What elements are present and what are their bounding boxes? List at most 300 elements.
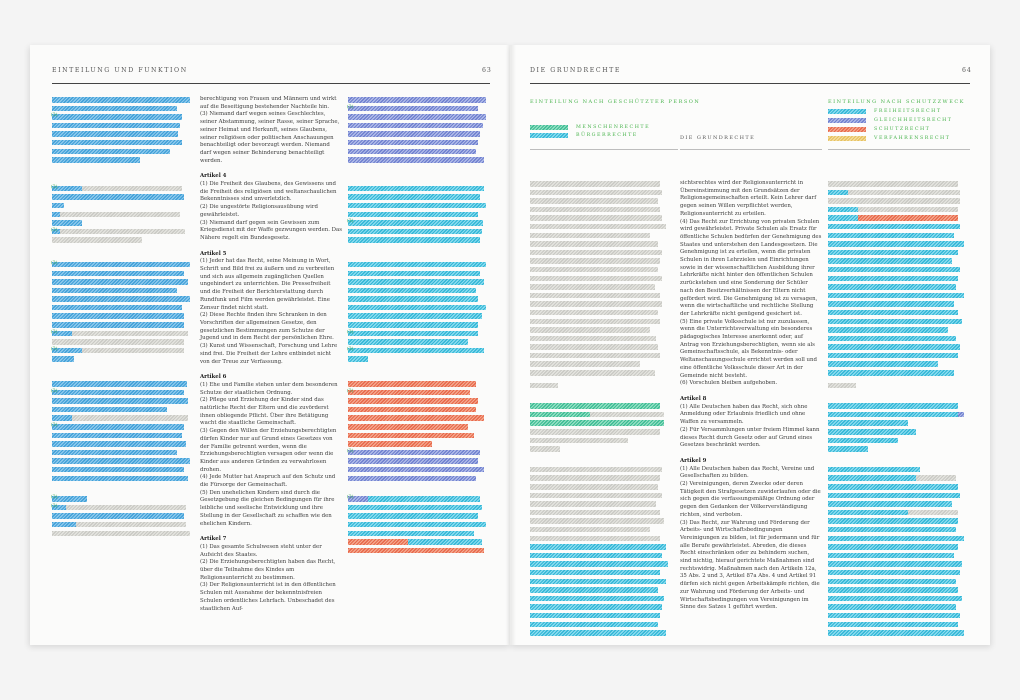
bar-segment xyxy=(348,390,470,396)
bar-row xyxy=(530,233,670,239)
bar-row xyxy=(52,356,192,362)
bar-segment xyxy=(828,579,956,585)
bar-row xyxy=(52,279,192,285)
legend-swatch-gleichheitsrecht xyxy=(828,118,866,123)
bar-row xyxy=(828,190,970,196)
bar-row xyxy=(828,570,970,576)
bar-row xyxy=(348,262,490,268)
bar-segment xyxy=(60,229,185,235)
bar-segment xyxy=(348,203,486,209)
bar-segment xyxy=(348,271,480,277)
bar-segment xyxy=(828,570,960,576)
bar-segment xyxy=(828,622,958,628)
bar-row xyxy=(530,596,670,602)
bar-segment xyxy=(530,475,660,481)
bar-row xyxy=(52,450,192,456)
paragraph-marker: (3) xyxy=(347,329,354,335)
bar-row xyxy=(348,157,490,163)
legend-swatch-schutzrecht xyxy=(828,127,866,132)
bar-segment xyxy=(52,131,178,137)
paragraph: (2) Die Erziehungsberechtigten haben das Recht, über die Teilnahme des Kindes am Religionsunterricht zu bestimmen. xyxy=(200,559,336,581)
bar-segment xyxy=(348,123,483,129)
bar-segment xyxy=(828,361,938,367)
bar-row xyxy=(52,212,192,218)
paragraph: (4) Das Recht zur Errichtung von privaten Schulen wird gewährleistet. Private Schulen als Ersatz für öffentliche Schulen bedürfen der Genehmigung des Staates und unterstehen den Landesgesetzen. Die Genehmigung ist zu erteilen, wenn die privaten Schulen in ihren Lehrzielen und Einrichtungen sowie in der wissenschaftlichen Ausbildung ihrer Lehrkräfte nicht hinter den öffentlichen Schulen zurückstehen und eine Sonderung der Schüler nach den Besitzverhältnissen der Eltern nicht gefördert wird. Die Genehmigung ist zu versagen, wenn die wirtschaftliche und rechtliche Stellung der Lehrkräfte nicht genügend gesichert ist. xyxy=(680,218,822,317)
bar-segment xyxy=(348,106,478,112)
paragraph-marker: (3) xyxy=(347,219,354,225)
bar-row xyxy=(52,390,192,396)
bar-segment xyxy=(530,207,660,213)
bar-segment xyxy=(348,131,480,137)
bar-segment xyxy=(590,412,664,418)
bar-row xyxy=(348,458,490,464)
legend-right-title: EINTEILUNG NACH SCHUTZZWECK xyxy=(828,99,965,105)
bar-segment xyxy=(82,186,182,192)
bar-segment xyxy=(368,496,480,502)
bar-row xyxy=(828,536,970,542)
bar-segment xyxy=(828,484,958,490)
bar-segment xyxy=(530,613,660,619)
bar-segment xyxy=(52,415,72,421)
bar-segment xyxy=(530,258,660,264)
bar-segment xyxy=(828,446,868,452)
bar-segment xyxy=(348,296,478,302)
bar-row xyxy=(530,190,670,196)
bar-row xyxy=(348,305,490,311)
bar-segment xyxy=(530,510,660,516)
bar-row xyxy=(530,536,670,542)
bar-segment xyxy=(52,531,190,537)
bar-segment xyxy=(828,258,952,264)
bar-segment xyxy=(828,403,958,409)
bar-row xyxy=(828,361,970,367)
bar-segment xyxy=(828,344,960,350)
bar-segment xyxy=(52,220,82,226)
article-heading: Artikel 8 xyxy=(680,395,707,402)
paragraph-marker: (3) xyxy=(347,495,354,501)
bar-segment xyxy=(52,390,184,396)
bar-row xyxy=(828,207,970,213)
legend-swatch-freiheitsrecht xyxy=(828,109,866,114)
bar-segment xyxy=(52,288,177,294)
bar-row xyxy=(348,476,490,482)
paragraph: (3) Gegen den Willen der Erziehungsberechtigten dürfen Kinder nur auf Grund eines Gesetzes von der Familie getrennt werden, wenn die Erziehungsberechtigten versagen oder wenn die Kinder aus anderen Gründen zu verwahrlosen drohen. xyxy=(200,428,337,473)
bar-row xyxy=(348,407,490,413)
bar-segment xyxy=(348,339,468,345)
bar-row xyxy=(530,310,670,316)
bar-row xyxy=(530,579,670,585)
paragraph-marker: (3) xyxy=(51,184,58,190)
bar-segment xyxy=(828,493,960,499)
text-column-right xyxy=(680,180,822,612)
bar-row xyxy=(828,596,970,602)
bar-segment xyxy=(348,288,476,294)
bar-segment xyxy=(60,212,180,218)
bar-row xyxy=(530,553,670,559)
bar-segment xyxy=(530,553,662,559)
bar-segment xyxy=(530,301,662,307)
bar-segment xyxy=(828,284,956,290)
bar-row xyxy=(52,131,192,137)
bar-segment xyxy=(530,484,658,490)
bar-row xyxy=(52,531,192,537)
bar-segment xyxy=(72,415,188,421)
magazine-spread xyxy=(30,45,990,645)
bar-row xyxy=(828,233,970,239)
bar-row xyxy=(530,510,670,516)
bar-row xyxy=(530,412,670,418)
bar-row xyxy=(52,415,192,421)
bar-column-right-2 xyxy=(828,181,970,639)
bar-row xyxy=(52,522,192,528)
bar-segment xyxy=(828,207,858,213)
bar-row xyxy=(348,467,490,473)
bar-segment xyxy=(52,424,184,430)
bar-row xyxy=(52,339,192,345)
bar-segment xyxy=(530,467,662,473)
bar-segment xyxy=(52,339,184,345)
bar-row xyxy=(828,276,970,282)
paragraph: (1) Alle Deutschen haben das Recht, Vereine und Gesellschaften zu bilden. xyxy=(680,465,815,480)
bar-segment xyxy=(916,475,956,481)
bar-segment xyxy=(848,190,960,196)
bar-segment xyxy=(348,522,486,528)
bar-row xyxy=(52,458,192,464)
bar-row xyxy=(828,501,970,507)
bar-row xyxy=(52,140,192,146)
bar-segment xyxy=(530,241,658,247)
bar-segment xyxy=(52,203,64,209)
bar-segment xyxy=(828,267,960,273)
bar-row xyxy=(348,531,490,537)
legend-swatch-buergerrechte xyxy=(530,133,568,138)
bar-row xyxy=(52,114,192,120)
bar-row xyxy=(530,518,670,524)
bar-segment xyxy=(348,539,408,545)
paragraph-marker: (3) xyxy=(347,448,354,454)
legend-item-schutzrecht: SCHUTZRECHT xyxy=(874,127,931,132)
bar-row xyxy=(828,241,970,247)
bar-segment xyxy=(348,331,478,337)
article-heading: Artikel 7 xyxy=(200,536,227,543)
bar-segment xyxy=(52,97,190,103)
bar-segment xyxy=(828,630,964,636)
bar-row xyxy=(530,336,670,342)
bar-segment xyxy=(52,381,187,387)
bar-segment xyxy=(52,237,142,243)
bar-row xyxy=(52,441,192,447)
bar-segment xyxy=(530,224,666,230)
bar-row xyxy=(828,579,970,585)
bar-row xyxy=(348,398,490,404)
bar-row xyxy=(348,106,490,112)
bar-row xyxy=(828,630,970,636)
bar-row xyxy=(828,493,970,499)
bar-row xyxy=(530,284,670,290)
bar-segment xyxy=(828,181,958,187)
bar-row xyxy=(348,114,490,120)
paragraph: (2) Vereinigungen, deren Zwecke oder deren Tätigkeit den Strafgesetzen zuwiderlaufen oder die sich gegen die verfassungsmäßige Ordnung oder gegen den Gedanken der Völkerverständigung richten, sind verboten. xyxy=(680,481,821,518)
bar-segment xyxy=(530,233,650,239)
bar-row xyxy=(348,97,490,103)
bar-row xyxy=(52,97,192,103)
bar-segment xyxy=(828,527,956,533)
article-heading: Artikel 4 xyxy=(200,173,227,180)
bar-row xyxy=(348,390,490,396)
bar-row xyxy=(530,527,670,533)
bar-row xyxy=(828,383,970,389)
bar-segment xyxy=(52,313,184,319)
bar-row xyxy=(52,305,192,311)
bar-segment xyxy=(530,446,560,452)
bar-row xyxy=(52,467,192,473)
bar-segment xyxy=(52,513,184,519)
bar-row xyxy=(828,484,970,490)
bar-segment xyxy=(828,233,954,239)
bar-segment xyxy=(348,157,484,163)
bar-row xyxy=(828,561,970,567)
legend-left-title: EINTEILUNG NACH GESCHÜTZTER PERSON xyxy=(530,99,701,105)
bar-row xyxy=(52,381,192,387)
book-gutter-shadow xyxy=(506,45,516,645)
bar-segment xyxy=(530,596,664,602)
bar-row xyxy=(530,587,670,593)
bar-segment xyxy=(76,522,186,528)
bar-row xyxy=(348,381,490,387)
bar-row xyxy=(348,496,490,502)
bar-row xyxy=(828,527,970,533)
bar-row xyxy=(828,327,970,333)
paragraph: (2) Die ungestörte Religionsausübung wird gewährleistet. xyxy=(200,204,318,218)
bar-row xyxy=(348,186,490,192)
bar-row xyxy=(52,106,192,112)
bar-row xyxy=(828,544,970,550)
header-rule-left xyxy=(52,83,490,84)
bar-segment xyxy=(828,518,958,524)
bar-segment xyxy=(828,467,920,473)
bar-row xyxy=(348,539,490,545)
bar-segment xyxy=(530,361,640,367)
text-column-left xyxy=(200,96,342,613)
bar-row xyxy=(348,424,490,430)
bar-row xyxy=(530,475,670,481)
bar-row xyxy=(52,296,192,302)
bar-segment xyxy=(530,276,662,282)
bar-row xyxy=(348,212,490,218)
paragraph: (1) Jeder hat das Recht, seine Meinung in Wort, Schrift und Bild frei zu äußern und zu verbreiten und sich aus allgemein zugänglichen Quellen ungehindert zu unterrichten. Die Pressefreiheit und die Freiheit der Berichterstattung durch Rundfunk und Film werden gewährleistet. Eine Zensur findet nicht statt. xyxy=(200,258,335,311)
bar-segment xyxy=(408,539,482,545)
legend-left-rule xyxy=(530,149,678,150)
bar-row xyxy=(348,522,490,528)
bar-segment xyxy=(828,475,916,481)
bar-row xyxy=(530,241,670,247)
bar-row xyxy=(348,229,490,235)
bar-segment xyxy=(52,441,186,447)
bar-segment xyxy=(530,544,666,550)
bar-row xyxy=(52,398,192,404)
bar-row xyxy=(530,438,670,444)
bar-segment xyxy=(66,505,186,511)
bar-row xyxy=(828,446,970,452)
bar-row xyxy=(52,433,192,439)
bar-segment xyxy=(530,536,660,542)
bar-row xyxy=(828,403,970,409)
bar-segment xyxy=(348,433,474,439)
bar-row xyxy=(828,310,970,316)
right-page xyxy=(510,45,990,645)
bar-segment xyxy=(828,587,958,593)
bar-segment xyxy=(348,322,478,328)
bar-segment xyxy=(348,229,482,235)
bar-row xyxy=(348,356,490,362)
bar-row xyxy=(52,505,192,511)
bar-row xyxy=(348,220,490,226)
bar-row xyxy=(52,331,192,337)
bar-segment xyxy=(52,467,184,473)
bar-row xyxy=(52,237,192,243)
bar-row xyxy=(530,353,670,359)
bar-segment xyxy=(828,301,954,307)
bar-segment xyxy=(348,348,484,354)
bar-segment xyxy=(530,250,662,256)
bar-row xyxy=(348,548,490,554)
paragraph: berechtigung von Frauen und Männern und wirkt auf die Beseitigung bestehender Nachteile hin. xyxy=(200,96,337,110)
bar-row xyxy=(530,604,670,610)
bar-row xyxy=(530,276,670,282)
bar-segment xyxy=(828,276,958,282)
bar-row xyxy=(348,237,490,243)
bar-row xyxy=(828,181,970,187)
bar-segment xyxy=(82,348,184,354)
bar-row xyxy=(530,403,670,409)
bar-row xyxy=(348,313,490,319)
article-heading: Artikel 5 xyxy=(200,250,227,257)
bar-row xyxy=(348,203,490,209)
bar-segment xyxy=(52,212,60,218)
article-heading: Artikel 6 xyxy=(200,374,227,381)
bar-row xyxy=(530,181,670,187)
bar-segment xyxy=(530,319,660,325)
bar-row xyxy=(52,288,192,294)
paragraph: (2) Diese Rechte finden ihre Schranken in den Vorschriften der allgemeinen Gesetze, den gesetzlichen Bestimmungen zum Schutze der Jugend und in dem Recht der persönlichen Ehre. xyxy=(200,312,334,342)
running-head-right: DIE GRUNDRECHTE xyxy=(530,67,622,74)
running-head-left: EINTEILUNG UND FUNKTION xyxy=(52,67,188,74)
article-heading: Artikel 9 xyxy=(680,457,707,464)
bar-row xyxy=(828,284,970,290)
bar-row xyxy=(828,429,970,435)
bar-segment xyxy=(828,241,964,247)
paragraph-marker: (3) xyxy=(51,346,58,352)
bar-segment xyxy=(530,344,658,350)
bar-segment xyxy=(348,114,486,120)
bar-row xyxy=(52,271,192,277)
paragraph: (1) Ehe und Familie stehen unter dem besonderen Schutze der staatlichen Ordnung. xyxy=(200,381,338,396)
bar-row xyxy=(530,293,670,299)
bar-row xyxy=(52,186,192,192)
paragraph: (3) Das Recht, zur Wahrung und Förderung der Arbeits- und Wirtschaftsbedingungen Vereinigungen zu bilden, ist für jedermann und für alle Berufe gewährleistet. Abreden, die dieses Recht einschränken oder zu behindern suchen, sind nichtig, hierauf gerichtete Maßnahmen sind rechtswidrig. Maßnahmen nach den Artikeln 12a, 35 Abs. 2 und 3, Artikel 87a Abs. 4 und Artikel 91 dürfen sich nicht gegen Arbeitskämpfe richten, die zur Wahrung und Förderung der Arbeits- und Wirtschaftsbedingungen von Vereinigungen im Sinne des Satzes 1 geführt werden. xyxy=(680,519,820,611)
paragraph-marker: (3) xyxy=(51,503,58,509)
bar-segment xyxy=(530,403,660,409)
bar-segment xyxy=(52,450,177,456)
bar-segment xyxy=(52,140,182,146)
bar-row xyxy=(828,622,970,628)
bar-segment xyxy=(72,331,188,337)
bar-segment xyxy=(348,505,482,511)
legend-item-menschenrechte: MENSCHENRECHTE xyxy=(576,125,651,130)
bar-row xyxy=(828,518,970,524)
bar-row xyxy=(828,336,970,342)
center-header-rule xyxy=(680,149,822,150)
bar-row xyxy=(348,140,490,146)
bar-segment xyxy=(828,327,948,333)
bar-segment xyxy=(530,518,664,524)
bar-row xyxy=(52,157,192,163)
bar-segment xyxy=(828,198,960,204)
bar-segment xyxy=(530,438,628,444)
bar-column-left-1 xyxy=(52,97,192,539)
bar-segment xyxy=(52,123,180,129)
bar-row xyxy=(52,220,192,226)
bar-row xyxy=(828,319,970,325)
bar-segment xyxy=(828,429,916,435)
bar-row xyxy=(348,339,490,345)
bar-segment xyxy=(828,561,962,567)
bar-row xyxy=(348,348,490,354)
bar-segment xyxy=(52,458,190,464)
bar-segment xyxy=(348,407,476,413)
bar-segment xyxy=(348,194,480,200)
bar-row xyxy=(530,484,670,490)
bar-segment xyxy=(530,604,662,610)
paragraph-marker: (3) xyxy=(51,495,58,501)
bar-row xyxy=(52,424,192,430)
bar-segment xyxy=(52,433,182,439)
bar-segment xyxy=(858,207,958,213)
bar-row xyxy=(828,420,970,426)
bar-row xyxy=(828,613,970,619)
paragraph-marker: (3) xyxy=(51,388,58,394)
paragraph: (4) Jede Mutter hat Anspruch auf den Schutz und die Fürsorge der Gemeinschaft. xyxy=(200,474,336,489)
bar-segment xyxy=(530,383,558,389)
paragraph-marker: (3) xyxy=(347,346,354,352)
bar-row xyxy=(52,149,192,155)
bar-row xyxy=(530,383,670,389)
bar-segment xyxy=(52,149,170,155)
bar-segment xyxy=(52,262,190,268)
bar-row xyxy=(828,604,970,610)
bar-row xyxy=(828,553,970,559)
bar-segment xyxy=(348,467,484,473)
bar-segment xyxy=(828,370,954,376)
bar-segment xyxy=(530,293,660,299)
paragraph-marker: (3) xyxy=(347,388,354,394)
bar-row xyxy=(828,412,970,418)
bar-segment xyxy=(348,262,486,268)
bar-row xyxy=(828,344,970,350)
bar-row xyxy=(530,361,670,367)
bar-segment xyxy=(828,293,964,299)
bar-segment xyxy=(348,186,484,192)
bar-segment xyxy=(530,622,658,628)
bar-segment xyxy=(530,587,658,593)
bar-row xyxy=(828,353,970,359)
bar-segment xyxy=(52,157,140,163)
bar-segment xyxy=(348,149,476,155)
bar-row xyxy=(52,322,192,328)
bar-segment xyxy=(828,604,956,610)
bar-segment xyxy=(828,420,908,426)
bar-segment xyxy=(52,407,167,413)
